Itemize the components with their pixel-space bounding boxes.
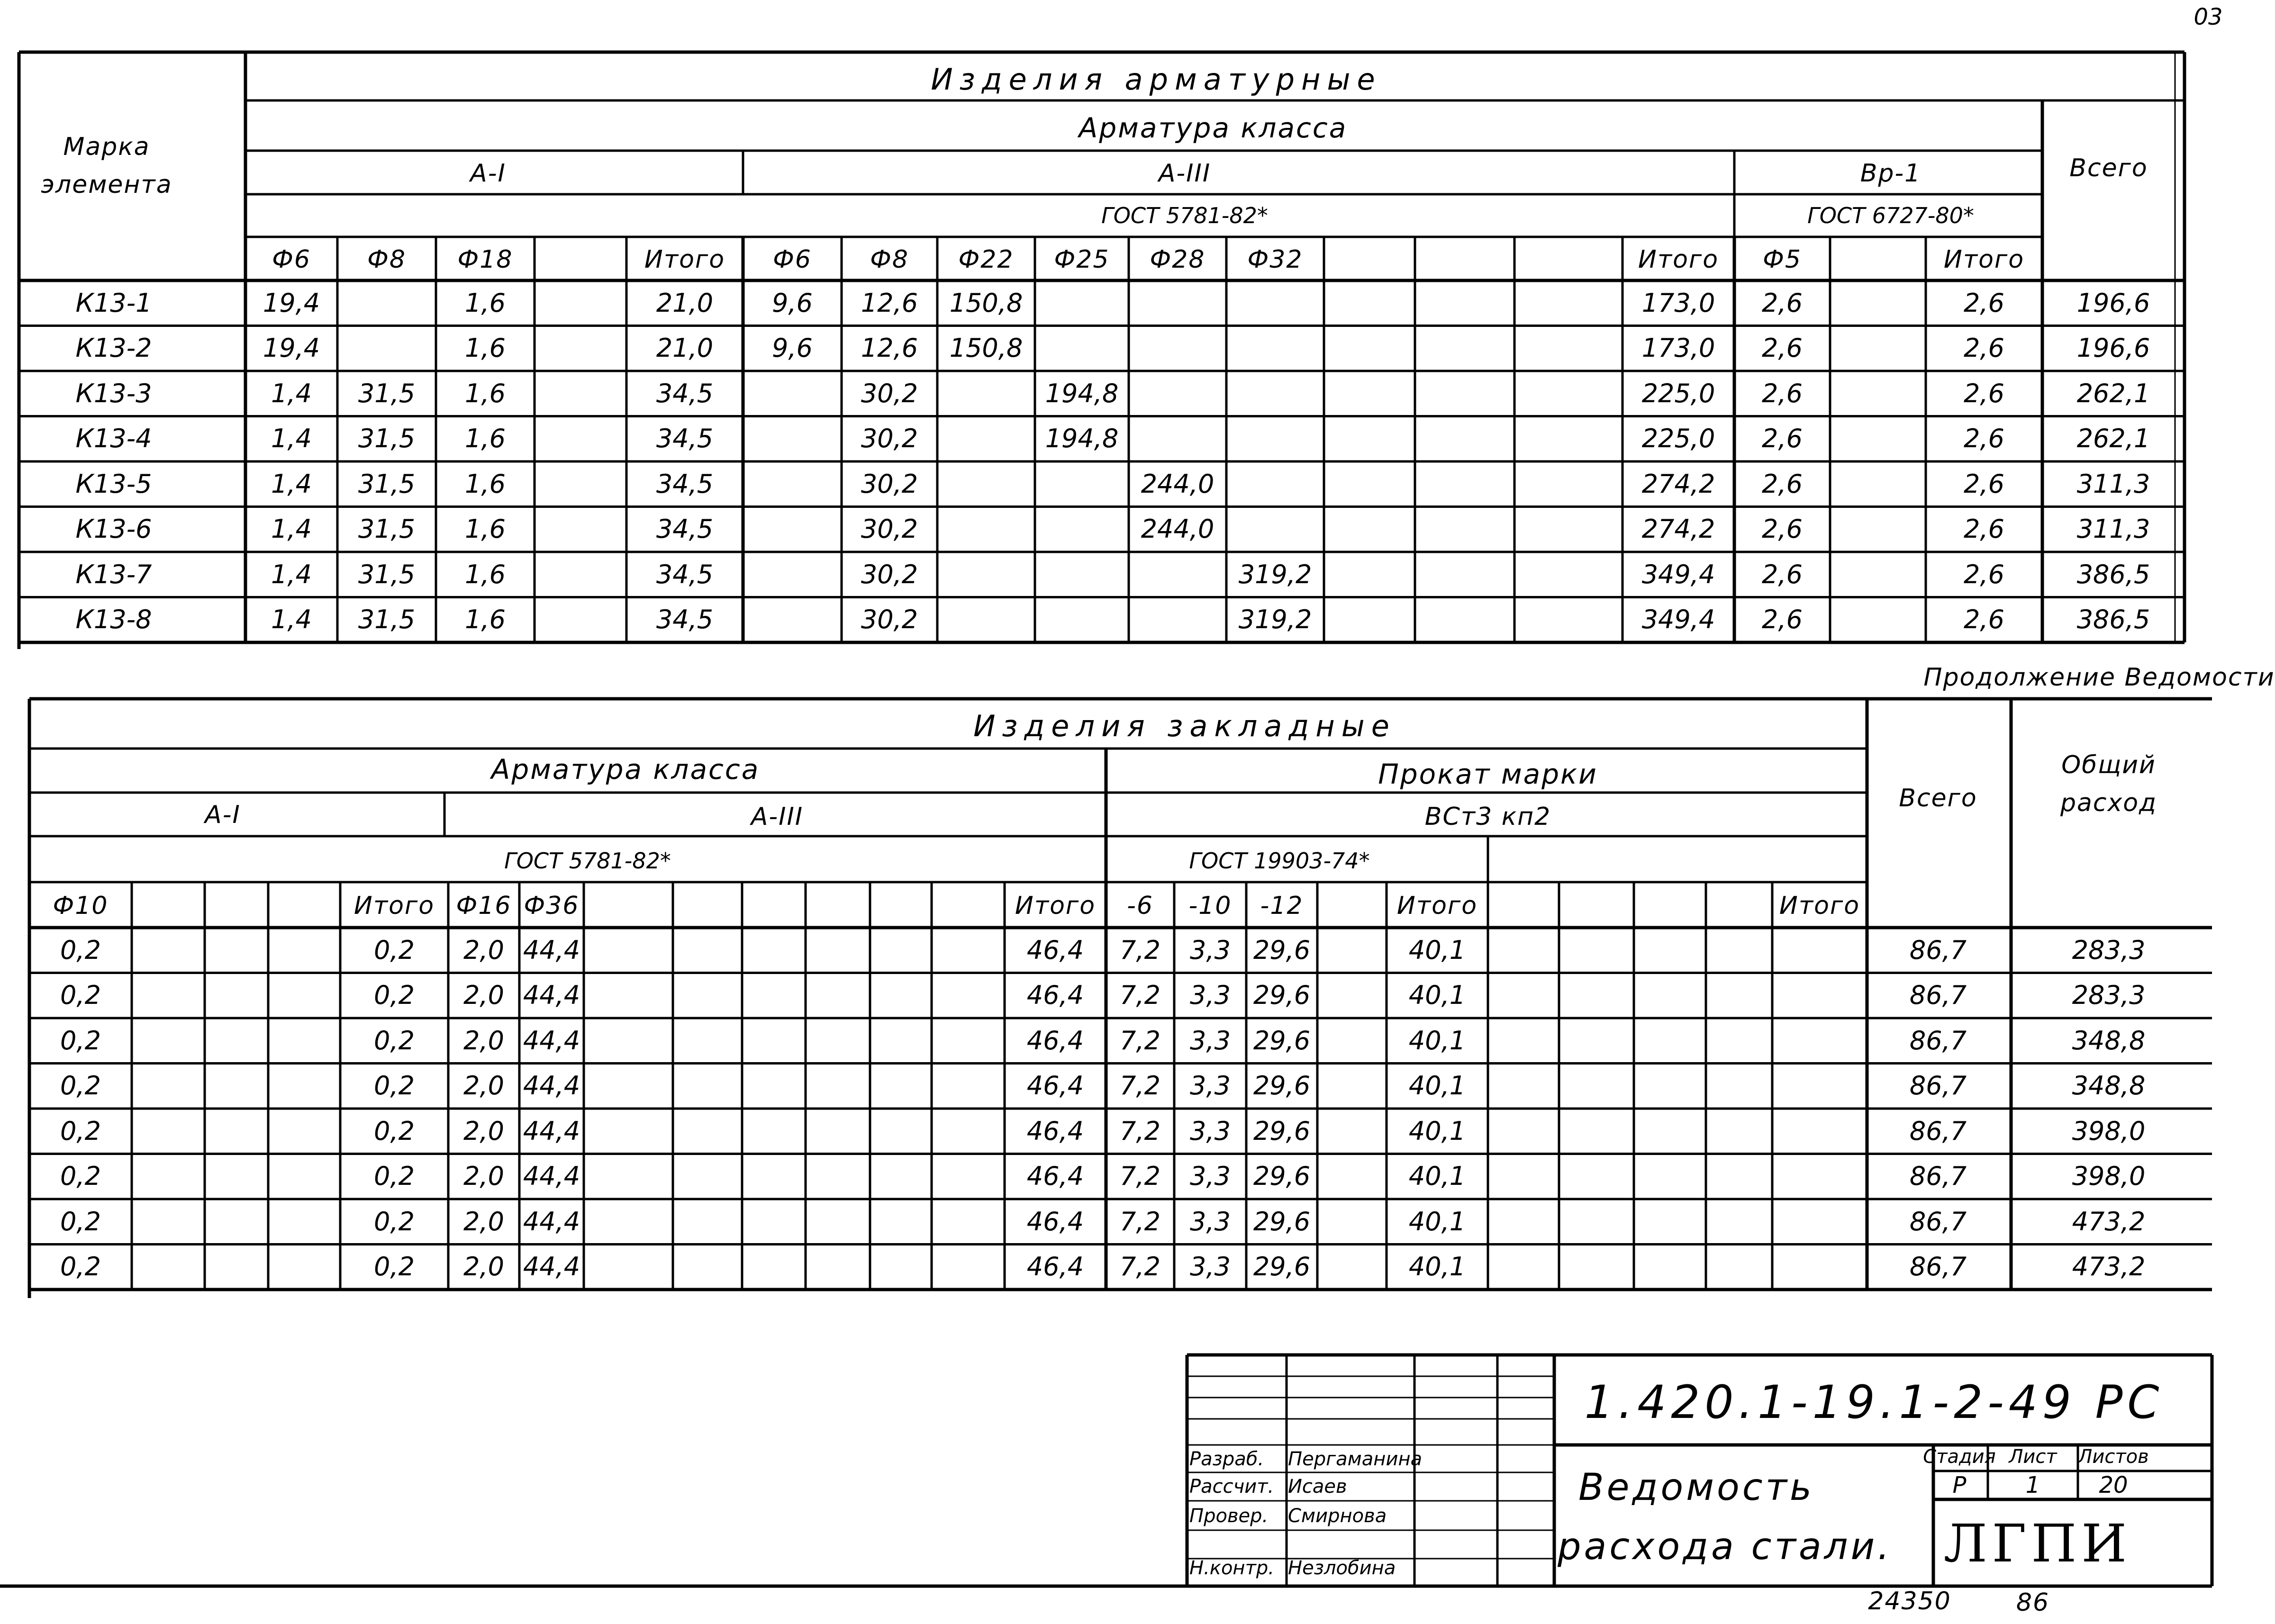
top-cell: 349,4: [1641, 604, 1715, 635]
top-row-total: 196,6: [2076, 288, 2150, 318]
top-col-header-10: Ф32: [1247, 245, 1303, 274]
top-group-title: Изделия арматурные: [931, 62, 1382, 97]
sheet-value: 1: [2025, 1472, 2040, 1498]
top-cell: 9,6: [772, 333, 813, 363]
top-cell: 1,6: [465, 604, 506, 635]
top-col-header-4: Итого: [644, 245, 725, 274]
bottom-cell: 0,2: [374, 1161, 415, 1191]
bottom-cell: 29,6: [1253, 1252, 1311, 1282]
top-cell: 19,4: [263, 333, 320, 363]
top-cell: 30,2: [861, 469, 918, 499]
bottom-cell: 40,1: [1408, 1206, 1466, 1236]
marka-label-1: Марка: [63, 133, 150, 161]
top-row-mark: К13-4: [75, 424, 152, 454]
top-cell: 34,5: [656, 559, 714, 589]
bottom-cell: 46,4: [1026, 1071, 1084, 1101]
corner-mark: 03: [2193, 4, 2223, 30]
bottom-class-aiii: А-III: [751, 803, 804, 831]
bottom-row-overall: 348,8: [2072, 1071, 2146, 1101]
top-cell: 2,6: [1964, 559, 2004, 589]
bottom-rolled-title: Прокат марки: [1378, 758, 1598, 790]
bottom-cell: 0,2: [374, 1116, 415, 1146]
top-cell: 2,6: [1964, 514, 2004, 544]
top-cell: 21,0: [656, 288, 714, 318]
top-cell: 244,0: [1141, 469, 1215, 499]
top-cell: 34,5: [656, 469, 714, 499]
bottom-cell: 40,1: [1408, 1116, 1466, 1146]
bottom-row-total: 86,7: [1909, 1116, 1967, 1146]
top-class-title: Арматура класса: [1079, 112, 1348, 144]
top-cell: 31,5: [358, 469, 416, 499]
bottom-cell: 0,2: [60, 1025, 101, 1056]
bottom-row-overall: 398,0: [2072, 1116, 2146, 1146]
top-cell: 2,6: [1964, 424, 2004, 454]
bottom-cell: 44,4: [523, 1116, 580, 1146]
bottom-cell: 40,1: [1408, 1025, 1466, 1056]
top-cell: 194,8: [1045, 424, 1119, 454]
name-checked: Смирнова: [1288, 1505, 1387, 1527]
top-class-bp: Вр-1: [1860, 159, 1922, 188]
bottom-col-header-18: Итого: [1396, 892, 1478, 920]
top-col-header-9: Ф28: [1150, 245, 1205, 274]
bottom-cell: 3,3: [1190, 980, 1231, 1010]
top-col-header-1: Ф8: [367, 245, 406, 274]
bottom-total-label: Всего: [1899, 784, 1977, 812]
top-cell: 1,4: [271, 559, 312, 589]
bottom-cell: 0,2: [60, 1071, 101, 1101]
top-cell: 319,2: [1238, 604, 1312, 635]
bottom-cell: 0,2: [60, 1206, 101, 1236]
bottom-cell: 44,4: [523, 1071, 580, 1101]
bottom-cell: 46,4: [1026, 1252, 1084, 1282]
footer-number: 24350: [1868, 1587, 1951, 1615]
bottom-cell: 46,4: [1026, 1206, 1084, 1236]
top-cell: 1,6: [465, 424, 506, 454]
bottom-row-total: 86,7: [1909, 980, 1967, 1010]
top-cell: 30,2: [861, 604, 918, 635]
bottom-row-total: 86,7: [1909, 1206, 1967, 1236]
top-row-total: 386,5: [2076, 604, 2150, 635]
top-cell: 31,5: [358, 378, 416, 408]
bottom-cell: 2,0: [463, 935, 504, 965]
bottom-class-ai: А-I: [205, 801, 241, 829]
bottom-cell: 46,4: [1026, 1025, 1084, 1056]
top-cell: 12,6: [861, 288, 918, 318]
top-col-header-8: Ф25: [1054, 245, 1110, 274]
top-cell: 34,5: [656, 424, 714, 454]
bottom-col-header-14: -6: [1127, 892, 1153, 920]
top-row-mark: К13-8: [75, 604, 152, 635]
bottom-cell: 3,3: [1190, 1025, 1231, 1056]
bottom-cell: 3,3: [1190, 1206, 1231, 1236]
top-total-label: Всего: [2069, 154, 2148, 182]
top-cell: 31,5: [358, 559, 416, 589]
bottom-class-title: Арматура класса: [491, 753, 760, 785]
top-cell: 1,4: [271, 424, 312, 454]
bottom-cell: 2,0: [463, 1071, 504, 1101]
role-checked: Провер.: [1189, 1505, 1269, 1527]
bottom-gost-5781: ГОСТ 5781-82*: [504, 848, 671, 874]
top-row-mark: К13-3: [75, 378, 152, 408]
bottom-col-header-23: Итого: [1779, 892, 1860, 920]
bottom-cell: 29,6: [1253, 1025, 1311, 1056]
top-class-aiii: А-III: [1158, 159, 1211, 188]
top-cell: 30,2: [861, 378, 918, 408]
top-cell: 2,6: [1964, 604, 2004, 635]
top-cell: 349,4: [1641, 559, 1715, 589]
bottom-row-total: 86,7: [1909, 1025, 1967, 1056]
top-cell: 2,6: [1762, 424, 1803, 454]
top-row-total: 311,3: [2076, 514, 2150, 544]
bottom-cell: 0,2: [60, 935, 101, 965]
top-cell: 19,4: [263, 288, 320, 318]
top-cell: 274,2: [1641, 469, 1715, 499]
bottom-cell: 7,2: [1120, 935, 1160, 965]
bottom-cell: 7,2: [1120, 1206, 1160, 1236]
bottom-row-total: 86,7: [1909, 1252, 1967, 1282]
top-cell: 30,2: [861, 559, 918, 589]
bottom-cell: 2,0: [463, 1206, 504, 1236]
bottom-cell: 44,4: [523, 1025, 580, 1056]
bottom-cell: 40,1: [1408, 1071, 1466, 1101]
bottom-cell: 46,4: [1026, 1161, 1084, 1191]
bottom-row-overall: 398,0: [2072, 1161, 2146, 1191]
top-cell: 2,6: [1762, 559, 1803, 589]
top-cell: 31,5: [358, 424, 416, 454]
bottom-col-header-4: Итого: [353, 892, 435, 920]
bottom-col-header-0: Ф10: [53, 892, 109, 920]
bottom-cell: 40,1: [1408, 935, 1466, 965]
bottom-cell: 29,6: [1253, 1116, 1311, 1146]
footer-page: 86: [2016, 1588, 2050, 1617]
top-cell: 34,5: [656, 514, 714, 544]
bottom-cell: 0,2: [60, 1252, 101, 1282]
top-cell: 12,6: [861, 333, 918, 363]
top-cell: 2,6: [1762, 514, 1803, 544]
top-cell: 1,6: [465, 288, 506, 318]
bottom-cell: 29,6: [1253, 1206, 1311, 1236]
top-row-total: 386,5: [2076, 559, 2150, 589]
top-cell: 2,6: [1762, 604, 1803, 635]
top-row-total: 262,1: [2076, 378, 2150, 408]
bottom-group-title: Изделия закладные: [973, 709, 1396, 743]
bottom-cell: 7,2: [1120, 980, 1160, 1010]
top-cell: 173,0: [1641, 288, 1715, 318]
bottom-cell: 0,2: [60, 1116, 101, 1146]
bottom-row-total: 86,7: [1909, 1071, 1967, 1101]
top-row-mark: К13-7: [75, 559, 152, 589]
top-cell: 31,5: [358, 514, 416, 544]
bottom-cell: 7,2: [1120, 1071, 1160, 1101]
top-cell: 225,0: [1641, 424, 1715, 454]
bottom-cell: 2,0: [463, 980, 504, 1010]
top-row-total: 311,3: [2076, 469, 2150, 499]
bottom-row-overall: 473,2: [2072, 1252, 2146, 1282]
top-cell: 2,6: [1762, 378, 1803, 408]
bottom-cell: 44,4: [523, 1252, 580, 1282]
top-cell: 1,4: [271, 514, 312, 544]
top-row-total: 262,1: [2076, 424, 2150, 454]
top-col-header-7: Ф22: [958, 245, 1014, 274]
top-row-mark: К13-5: [75, 469, 152, 499]
bottom-cell: 0,2: [60, 1161, 101, 1191]
title-line-2: расхода стали.: [1557, 1525, 1893, 1568]
name-calculated: Исаев: [1288, 1476, 1347, 1498]
bottom-cell: 44,4: [523, 1161, 580, 1191]
top-cell: 1,4: [271, 604, 312, 635]
bottom-cell: 44,4: [523, 935, 580, 965]
overall-label-2: расход: [2060, 789, 2157, 817]
bottom-col-header-16: -12: [1260, 892, 1304, 920]
bottom-cell: 0,2: [374, 1206, 415, 1236]
role-calculated: Рассчит.: [1189, 1476, 1274, 1498]
bottom-cell: 2,0: [463, 1025, 504, 1056]
bottom-cell: 3,3: [1190, 1252, 1231, 1282]
top-row-mark: К13-6: [75, 514, 152, 544]
bottom-cell: 29,6: [1253, 1071, 1311, 1101]
top-gost-5781: ГОСТ 5781-82*: [1101, 203, 1268, 228]
bottom-cell: 0,2: [374, 1025, 415, 1056]
stage-label: Стадия: [1923, 1446, 1996, 1468]
bottom-cell: 40,1: [1408, 980, 1466, 1010]
bottom-cell: 3,3: [1190, 1116, 1231, 1146]
top-cell: 1,6: [465, 333, 506, 363]
top-class-ai: А-I: [470, 159, 506, 188]
top-cell: 30,2: [861, 424, 918, 454]
name-norm-control: Незлобина: [1288, 1557, 1396, 1579]
bottom-cell: 46,4: [1026, 1116, 1084, 1146]
bottom-cell: 7,2: [1120, 1161, 1160, 1191]
bottom-cell: 2,0: [463, 1116, 504, 1146]
bottom-row-total: 86,7: [1909, 1161, 1967, 1191]
top-cell: 2,6: [1964, 378, 2004, 408]
bottom-row-total: 86,7: [1909, 935, 1967, 965]
sheets-label: Листов: [2078, 1446, 2149, 1468]
top-col-header-5: Ф6: [773, 245, 812, 274]
bottom-cell: 7,2: [1120, 1025, 1160, 1056]
bottom-cell: 0,2: [374, 1071, 415, 1101]
top-cell: 2,6: [1964, 469, 2004, 499]
top-cell: 21,0: [656, 333, 714, 363]
top-cell: 1,4: [271, 378, 312, 408]
bottom-cell: 46,4: [1026, 935, 1084, 965]
top-col-header-17: Итого: [1943, 245, 2025, 274]
bottom-row-overall: 348,8: [2072, 1025, 2146, 1056]
stage-value: Р: [1952, 1472, 1967, 1498]
bottom-cell: 29,6: [1253, 980, 1311, 1010]
top-cell: 34,5: [656, 604, 714, 635]
top-col-header-6: Ф8: [870, 245, 909, 274]
top-cell: 2,6: [1762, 288, 1803, 318]
document-code: 1.420.1-19.1-2-49 РС: [1584, 1376, 2164, 1429]
top-cell: 30,2: [861, 514, 918, 544]
top-cell: 150,8: [949, 333, 1023, 363]
bottom-row-overall: 283,3: [2072, 980, 2146, 1010]
top-col-header-15: Ф5: [1763, 245, 1802, 274]
bottom-cell: 29,6: [1253, 935, 1311, 965]
top-cell: 31,5: [358, 604, 416, 635]
top-cell: 194,8: [1045, 378, 1119, 408]
bottom-cell: 0,2: [374, 980, 415, 1010]
bottom-cell: 29,6: [1253, 1161, 1311, 1191]
name-developer: Пергаманина: [1288, 1448, 1423, 1470]
bottom-col-header-15: -10: [1188, 892, 1232, 920]
bottom-cell: 0,2: [374, 935, 415, 965]
top-cell: 150,8: [949, 288, 1023, 318]
bottom-cell: 2,0: [463, 1252, 504, 1282]
title-line-1: Ведомость: [1578, 1466, 1815, 1509]
top-row-mark: К13-1: [75, 288, 152, 318]
sheets-value: 20: [2099, 1472, 2128, 1498]
overall-label-1: Общий: [2061, 751, 2156, 779]
top-cell: 2,6: [1762, 469, 1803, 499]
bottom-gost-19903: ГОСТ 19903-74*: [1189, 848, 1370, 874]
top-cell: 2,6: [1964, 288, 2004, 318]
top-row-total: 196,6: [2076, 333, 2150, 363]
top-gost-6727: ГОСТ 6727-80*: [1807, 203, 1974, 228]
organization: ЛГПИ: [1943, 1513, 2132, 1574]
bottom-cell: 46,4: [1026, 980, 1084, 1010]
top-cell: 319,2: [1238, 559, 1312, 589]
top-cell: 225,0: [1641, 378, 1715, 408]
bottom-cell: 7,2: [1120, 1252, 1160, 1282]
top-cell: 274,2: [1641, 514, 1715, 544]
sheet-label: Лист: [2009, 1446, 2057, 1468]
bottom-cell: 40,1: [1408, 1252, 1466, 1282]
bottom-row-overall: 283,3: [2072, 935, 2146, 965]
bottom-cell: 44,4: [523, 980, 580, 1010]
bottom-steel-grade: ВСт3 кп2: [1424, 803, 1551, 831]
bottom-cell: 3,3: [1190, 935, 1231, 965]
bottom-cell: 40,1: [1408, 1161, 1466, 1191]
role-norm-control: Н.контр.: [1189, 1557, 1274, 1579]
marka-label-2: элемента: [41, 171, 172, 199]
top-cell: 34,5: [656, 378, 714, 408]
top-cell: 1,6: [465, 469, 506, 499]
bottom-cell: 3,3: [1190, 1161, 1231, 1191]
top-col-header-14: Итого: [1638, 245, 1719, 274]
top-col-header-0: Ф6: [272, 245, 311, 274]
bottom-cell: 2,0: [463, 1161, 504, 1191]
bottom-row-overall: 473,2: [2072, 1206, 2146, 1236]
top-cell: 9,6: [772, 288, 813, 318]
top-row-mark: К13-2: [75, 333, 152, 363]
continuation-note: Продолжение Ведомости: [1923, 663, 2275, 692]
top-cell: 2,6: [1762, 333, 1803, 363]
bottom-col-header-13: Итого: [1015, 892, 1096, 920]
bottom-cell: 0,2: [60, 980, 101, 1010]
top-col-header-2: Ф18: [457, 245, 513, 274]
top-cell: 1,6: [465, 378, 506, 408]
top-cell: 1,6: [465, 514, 506, 544]
top-cell: 173,0: [1641, 333, 1715, 363]
role-developer: Разраб.: [1189, 1448, 1264, 1470]
top-cell: 1,4: [271, 469, 312, 499]
top-cell: 1,6: [465, 559, 506, 589]
bottom-cell: 3,3: [1190, 1071, 1231, 1101]
bottom-col-header-5: Ф16: [456, 892, 512, 920]
top-cell: 244,0: [1141, 514, 1215, 544]
bottom-cell: 0,2: [374, 1252, 415, 1282]
bottom-cell: 44,4: [523, 1206, 580, 1236]
top-cell: 2,6: [1964, 333, 2004, 363]
bottom-col-header-6: Ф36: [524, 892, 580, 920]
bottom-cell: 7,2: [1120, 1116, 1160, 1146]
